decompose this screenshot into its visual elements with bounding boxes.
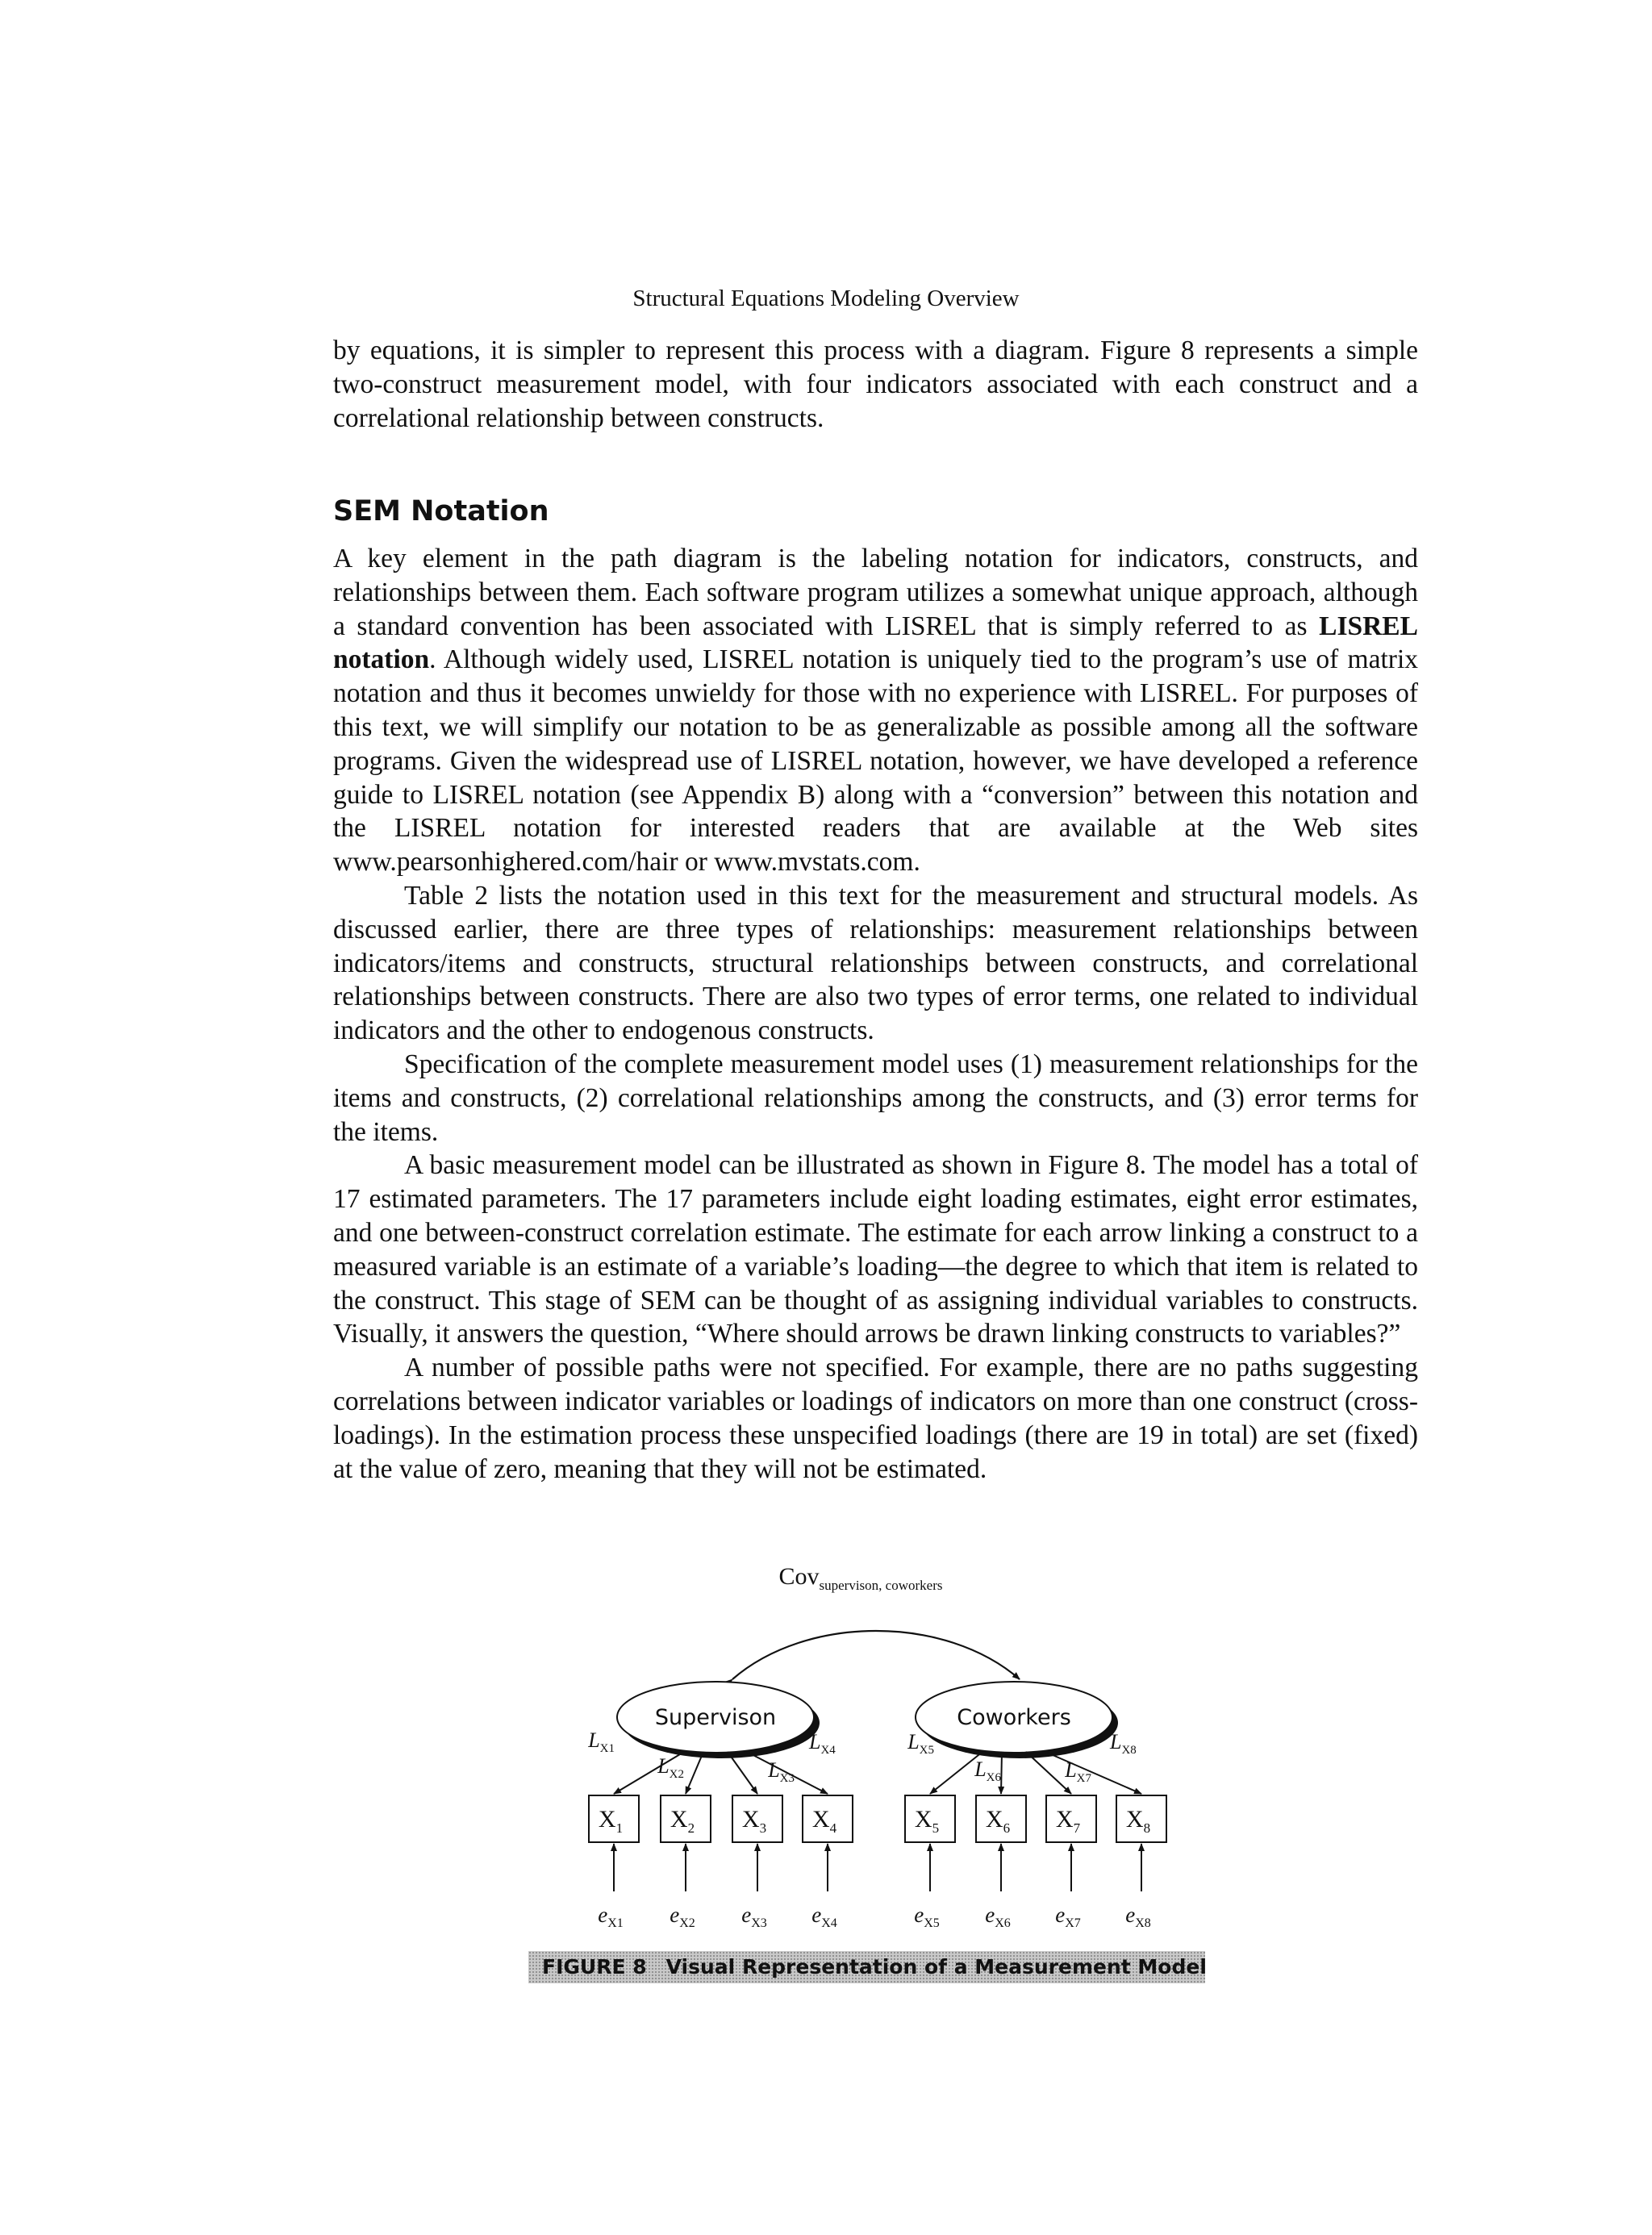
loading-label-l1: $L_{X1}$ [588,1728,615,1755]
loading-label-l6: $L_{X6}$ [974,1758,1001,1784]
paragraph-5: A number of possible paths were not specified. For example, there are no paths suggesting correlations between indicator variables or loadings of indicators on more than one construct (cross-loadings). In the estimation process these unspecified loadings (there are 19 in total) are set (fixed) at the value of zero, meaning that they will not be estimated. [333,1353,1418,1484]
indicator-label-x8: $X_8$ [1125,1806,1151,1836]
construct-label: Coworkers [957,1705,1071,1730]
paragraph-4: A basic measurement model can be illustrated as shown in Figure 8. The model has a total of 17 estimated parameters. The 17 parameters include eight loading estimates, eight error estimates, and one between-construct correlation estimate. The estimate for each arrow linking a construct to a measured variable is an estimate of a variable’s loading—the degree to which that item is related to the construct. This stage of SEM can be thought of as assigning individual variables to constructs. Visually, it answers the question, “Where should arrows be drawn linking constructs to variables?” [333,1150,1418,1349]
loading-label-l3: $L_{X3}$ [768,1758,795,1785]
loading-label-l7: $L_{X7}$ [1065,1758,1091,1785]
error-label-e6: $e_{X6}$ [985,1903,1011,1930]
running-head: Structural Equations Modeling Overview [632,286,1020,311]
error-label-e3: $e_{X3}$ [741,1903,767,1930]
indicator-label-x6: $X_6$ [985,1806,1011,1836]
loading-label-l2: $L_{X2}$ [657,1754,684,1781]
figure-caption [542,1952,1207,1983]
covariance-label: Cov$_{supervison, coworkers}$ [778,1563,943,1593]
loading-arrow [686,1752,703,1794]
loading-label-l4: $L_{X4}$ [809,1730,836,1757]
indicator-label-x4: $X_4$ [811,1806,837,1836]
loading-arrow [747,1752,828,1794]
section-heading: SEM Notation [333,495,549,527]
figure-number: FIGURE 8 [542,1955,647,1979]
loading-label-l5: $L_{X5}$ [907,1730,934,1757]
construct-label: Supervison [654,1705,777,1730]
covariance-arrow [732,1631,1020,1679]
indicator-label-x1: $X_1$ [598,1806,624,1836]
error-label-e5: $e_{X5}$ [914,1903,940,1930]
indicator-label-x7: $X_7$ [1055,1806,1081,1836]
paragraph-1-start: A key element in the path diagram is the labeling notation for indicators, constructs, and relationships between them. Each software program utilizes a somewhat unique approach, although a standard convention has been associated with LISREL that is simply referred to as [333,544,1418,641]
error-label-e7: $e_{X7}$ [1055,1903,1081,1930]
indicator-label-x2: $X_2$ [670,1806,695,1836]
paragraph-3: Specification of the complete measurement model uses (1) measurement relationships for the items and constructs, (2) correlational relationships among the constructs, and (3) error terms for the items. [333,1049,1418,1147]
indicator-label-x3: $X_3$ [741,1806,767,1836]
error-label-e2: $e_{X2}$ [670,1903,695,1930]
loading-arrow [728,1752,757,1794]
figure-title: Visual Representation of a Measurement Model [665,1955,1207,1979]
error-label-e8: $e_{X8}$ [1125,1903,1151,1930]
paragraph-1-end: . Although widely used, LISREL notation is uniquely tied to the program’s use of matrix notation and thus it becomes unwieldy for those with no experience with LISREL. For purposes of this text, we will simplify our notation to be as generalizable as possible among all the software programs. Given the widespread use of LISREL notation, however, we have developed a reference guide to LISREL notation (see Appendix B) along with a “conversion” between this notation and the LISREL notation for interested readers that are available at the Web sites www.pearsonhighered.com/hair or www.mvstats.com. [333,644,1418,878]
loading-arrow [1001,1752,1002,1794]
intro-paragraph: by equations, it is simpler to represent this process with a diagram. Figure 8 represents a simple two-construct measurement model, with four indicators associated with each construct and a correlational relationship between constructs. [333,336,1418,433]
paragraph-2: Table 2 lists the notation used in this text for the measurement and structural models. As discussed earlier, there are three types of relationships: measurement relationships between indicators/items and constructs, structural relationships between constructs, and correlational relationships between constructs. There are also two types of error terms, one related to individual indicators and the other to endogenous constructs. [333,880,1418,1046]
error-label-e1: $e_{X1}$ [598,1903,624,1930]
indicator-label-x5: $X_5$ [914,1806,940,1836]
loading-label-l8: $L_{X8}$ [1110,1730,1137,1757]
lisrel-notation-term: LISREL notation [333,611,1418,675]
loading-arrow [1045,1752,1141,1794]
error-label-e4: $e_{X4}$ [811,1903,837,1930]
